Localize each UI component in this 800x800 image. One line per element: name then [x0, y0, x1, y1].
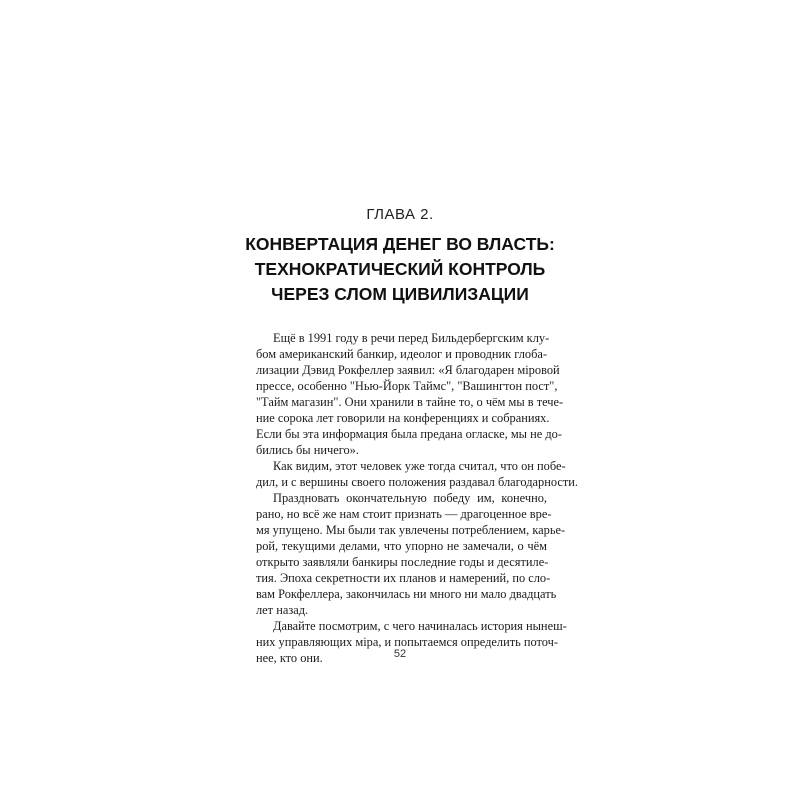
text-line: прессе, особенно "Нью-Йорк Таймс", "Вашингтон пост", [256, 379, 558, 393]
text-line: рой, текущими делами, что упорно не замечали, о чём [256, 539, 547, 553]
page-number: 52 [393, 648, 407, 660]
body-text [256, 330, 579, 666]
text-line: бились бы ничего». [256, 443, 359, 457]
text-line: Ещё в 1991 году в речи перед Бильдербергским клу- [273, 331, 550, 345]
text-line: Если бы эта информация была предана огласке, мы не до- [256, 427, 562, 441]
chapter-title-line: КОНВЕРТАЦИЯ ДЕНЕГ ВО ВЛАСТЬ: [245, 234, 555, 254]
chapter-title-line: ТЕХНОКРАТИЧЕСКИЙ КОНТРОЛЬ [254, 259, 546, 279]
text-line: Как видим, этот человек уже тогда считал, что он побе- [273, 459, 566, 473]
text-line: рано, но всё же нам стоит признать — драгоценное вре- [256, 507, 552, 521]
text-line: бом американский банкир, идеолог и проводник глоба- [256, 347, 548, 361]
text-line: ние сорока лет говорили на конференциях и собраниях. [256, 411, 550, 425]
text-line: дил, и с вершины своего положения раздавал благодарности. [256, 475, 579, 489]
text-line: открыто заявляли банкиры последние годы и десятиле- [256, 555, 549, 569]
text-line: Давайте посмотрим, с чего начиналась история нынеш- [273, 619, 567, 633]
text-line: мя упущено. Мы были так увлечены потреблением, карье- [256, 523, 566, 537]
text-line: Праздновать окончательную победу им, конечно, [273, 491, 547, 505]
text-line: лизации Дэвид Рокфеллер заявил: «Я благодарен міровой [256, 363, 560, 377]
text-line: вам Рокфеллера, закончилась ни много ни мало двадцать [256, 587, 557, 601]
text-line: лет назад. [256, 603, 309, 617]
chapter-title-line: ЧЕРЕЗ СЛОМ ЦИВИЛИЗАЦИИ [271, 284, 529, 304]
text-line: них управляющих міра, и попытаемся определить поточ- [256, 635, 559, 649]
text-line: тия. Эпоха секретности их планов и намерений, по сло- [256, 571, 551, 585]
chapter-title [0, 232, 800, 307]
text-line: нее, кто они. [256, 651, 323, 665]
text-line: "Тайм магазин". Они хранили в тайне то, о чём мы в тече- [256, 395, 564, 409]
chapter-label: ГЛАВА 2. [366, 206, 434, 223]
